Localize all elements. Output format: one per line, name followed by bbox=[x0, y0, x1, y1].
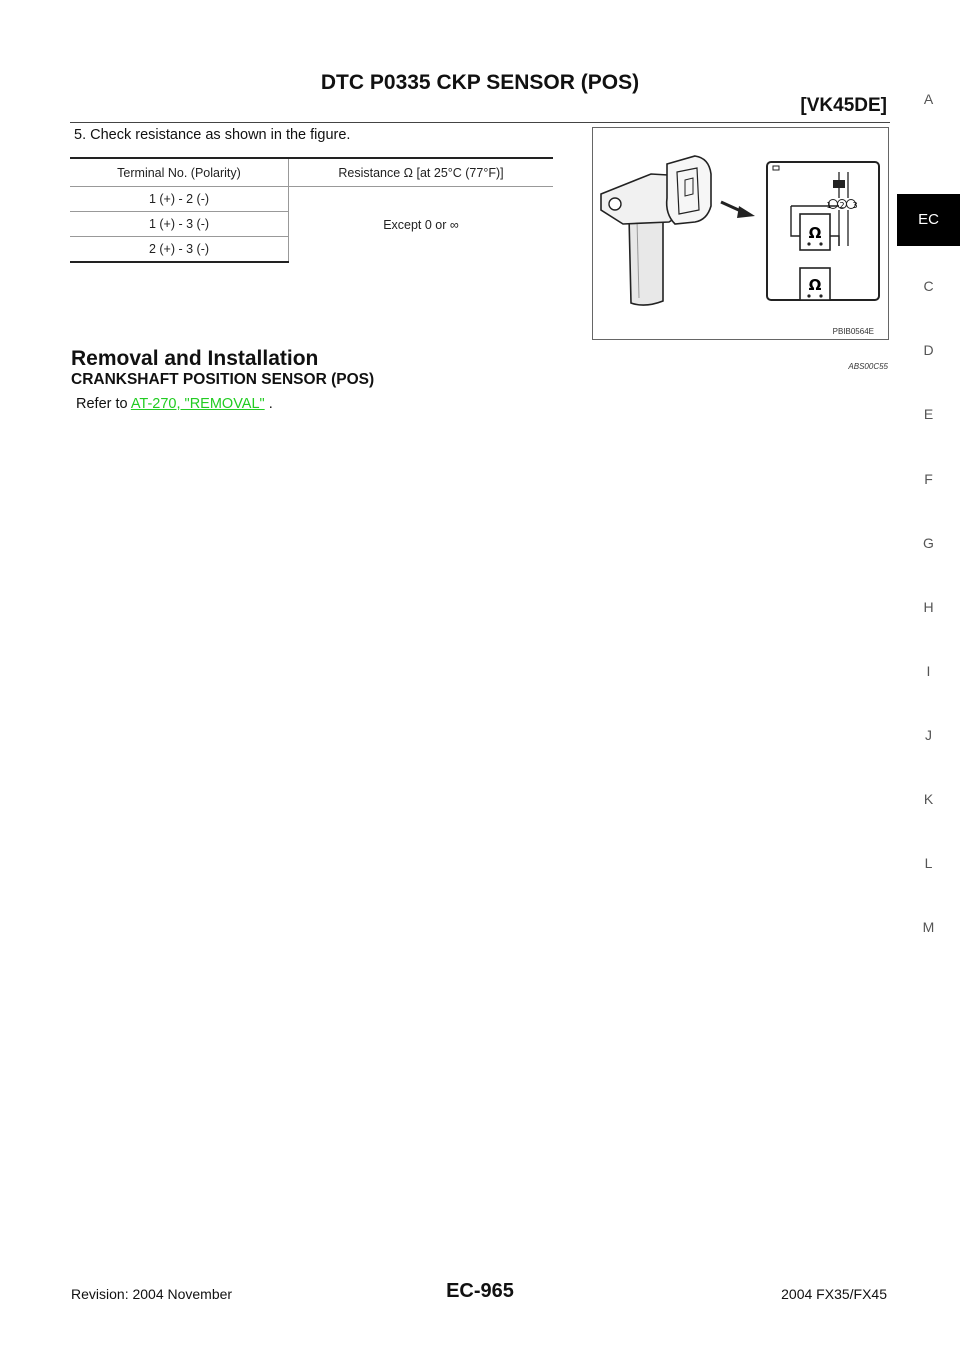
header-divider bbox=[70, 122, 890, 123]
terminal-cell: 1 (+) - 3 (-) bbox=[70, 212, 289, 237]
table-header-row bbox=[70, 158, 553, 187]
section-index-nav bbox=[897, 0, 960, 1358]
ohmmeter-icon: Ω bbox=[808, 224, 822, 242]
section-tab-l[interactable]: L bbox=[924, 855, 933, 871]
subsection-title: CRANKSHAFT POSITION SENSOR (POS) bbox=[71, 371, 375, 388]
resistance-column-header: Resistance Ω [at 25°C (77°F)] bbox=[289, 158, 554, 187]
sensor-diagram-illustration bbox=[593, 128, 888, 339]
section-tab-d[interactable]: D bbox=[923, 342, 934, 358]
section-tab-i[interactable]: I bbox=[926, 663, 931, 679]
section-tab-j[interactable]: J bbox=[925, 727, 932, 743]
terminal-cell: 1 (+) - 2 (-) bbox=[70, 187, 289, 212]
ohmmeter-icon: Ω bbox=[808, 276, 822, 294]
footer-revision: Revision: 2004 November bbox=[71, 1286, 233, 1302]
terminal-column-header: Terminal No. (Polarity) bbox=[70, 158, 289, 187]
reference-line bbox=[76, 396, 273, 412]
section-tab-k[interactable]: K bbox=[923, 791, 934, 807]
section-tab-g[interactable]: G bbox=[923, 535, 934, 551]
reference-prefix: Refer to bbox=[76, 396, 131, 412]
resistance-value-cell: Except 0 or ∞ bbox=[289, 187, 554, 263]
reference-suffix: . bbox=[264, 396, 273, 412]
pin-label-2: 2 bbox=[839, 201, 845, 210]
section-tab-f[interactable]: F bbox=[924, 471, 933, 487]
sensor-resistance-figure bbox=[592, 127, 889, 340]
footer-model: 2004 FX35/FX45 bbox=[781, 1286, 887, 1302]
section-tab-ec[interactable]: EC bbox=[897, 194, 960, 246]
step-instruction: 5. Check resistance as shown in the figure. bbox=[74, 127, 351, 143]
engine-tag: [VK45DE] bbox=[800, 95, 887, 116]
section-tab-c[interactable]: C bbox=[923, 278, 934, 294]
table-row bbox=[70, 187, 553, 212]
resistance-spec-table bbox=[70, 157, 553, 263]
terminal-cell: 2 (+) - 3 (-) bbox=[70, 237, 289, 263]
section-tab-e[interactable]: E bbox=[923, 406, 934, 422]
pin-label-3: 3 bbox=[852, 201, 858, 210]
pin-label-1: 1 bbox=[826, 201, 832, 210]
removal-reference-link[interactable]: AT-270, "REMOVAL" bbox=[130, 396, 265, 412]
figure-code: PBIB0564E bbox=[832, 327, 874, 336]
page-number: EC-965 bbox=[446, 1280, 514, 1302]
section-tab-h[interactable]: H bbox=[923, 599, 934, 615]
section-title: Removal and Installation bbox=[71, 347, 319, 370]
page-title: DTC P0335 CKP SENSOR (POS) bbox=[320, 71, 640, 94]
section-tab-a[interactable]: A bbox=[923, 91, 934, 107]
section-tab-m[interactable]: M bbox=[922, 919, 935, 935]
section-code: ABS00C55 bbox=[848, 362, 888, 371]
